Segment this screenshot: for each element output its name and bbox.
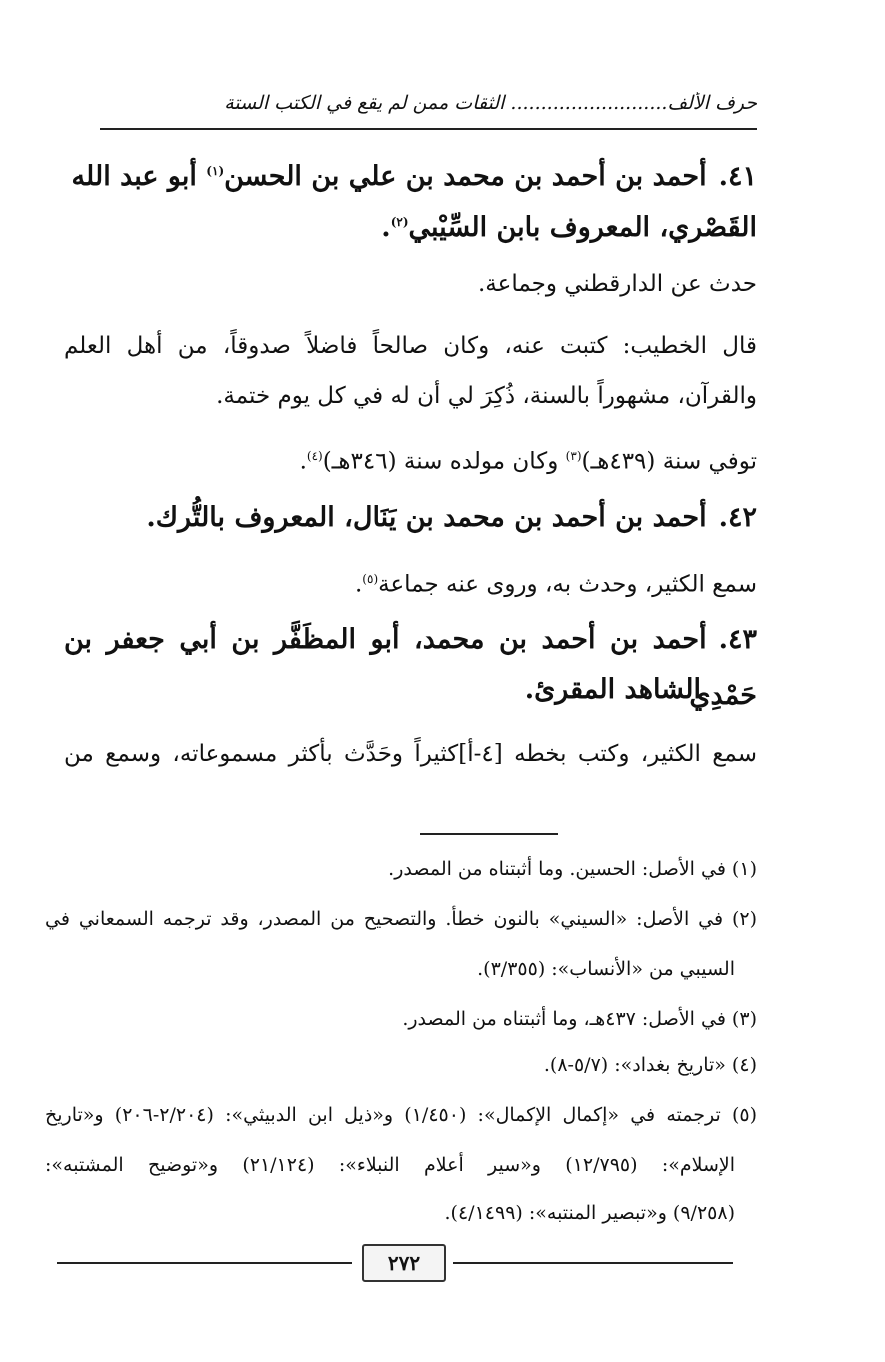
- footnote-5: (٥) ترجمته في «إكمال الإكمال»: (١/٤٥٠) و«ذيل ابن الدبيثي»: (٢/٢٠٤-٢٠٦) و«تاريخ: [45, 1104, 757, 1126]
- entry-43-heading-line2: الشاهد المقرئ.: [524, 674, 701, 705]
- entry-heading-text: أحمد بن أحمد بن محمد بن علي بن الحسن: [224, 161, 707, 192]
- paragraph: [64, 430, 757, 488]
- page-number: ٢٧٢: [362, 1244, 446, 1282]
- entry-number: ٤٣.: [718, 624, 757, 655]
- footnote-ref: (١): [206, 164, 225, 178]
- paragraph: حدث عن الدارقطني وجماعة.: [477, 271, 757, 297]
- entry-heading-text: .: [381, 212, 391, 243]
- paragraph-end: .: [299, 448, 307, 475]
- entry-42-heading: [64, 490, 757, 546]
- footnote-separator: [420, 833, 558, 835]
- entry-heading-text: أحمد بن أحمد بن محمد، أبو المظَفَّر بن أبي جعفر بن حَمْدِي: [64, 624, 757, 711]
- paragraph: والقرآن، مشهوراً بالسنة، ذُكِرَ لي أن له في كل يوم ختمة.: [216, 383, 757, 409]
- running-header: حرف الألف.......................... الثقات ممن لم يقع في الكتب الستة: [224, 92, 757, 114]
- paragraph: [64, 553, 757, 611]
- paragraph-end: .: [354, 571, 363, 598]
- entry-heading-text: أبو عبد الله: [71, 161, 207, 192]
- footnote-ref: (٤): [306, 449, 323, 463]
- entry-number: ٤١.: [718, 161, 757, 192]
- paragraph: قال الخطيب: كتبت عنه، وكان صالحاً فاضلاً صدوقاً، من أهل العلم: [64, 333, 757, 359]
- death-date-text: توفي سنة (٤٣٩هـ): [581, 448, 757, 475]
- birth-date-text: وكان مولده سنة (٣٤٦هـ): [322, 448, 566, 475]
- paragraph-text: سمع الكثير، وحدث به، وروى عنه جماعة: [378, 571, 757, 598]
- entry-heading-text: أحمد بن أحمد بن محمد بن يَنَال، المعروف بالتُّرك.: [146, 502, 707, 533]
- footnote-4: (٤) «تاريخ بغداد»: (٥/٧-٨).: [543, 1054, 757, 1076]
- paragraph: سمع الكثير، وكتب بخطه [٤-أ]كثيراً وحَدَّث بأكثر مسموعاته، وسمع من: [64, 741, 757, 767]
- footnote-ref: (٢): [390, 215, 409, 229]
- footnote-ref: (٥): [362, 572, 379, 586]
- footnote-3: (٣) في الأصل: ٤٣٧هـ، وما أثبتناه من المصدر.: [402, 1008, 757, 1030]
- footnote-5-continued: (٩/٢٥٨) و«تبصير المنتبه»: (٤/١٤٩٩).: [444, 1202, 735, 1224]
- footnote-2: (٢) في الأصل: «السيني» بالنون خطأ. والتصحيح من المصدر، وقد ترجمه السمعاني في: [45, 908, 757, 930]
- footer-rule-left: [57, 1262, 352, 1264]
- entry-41-heading-line2: [64, 194, 757, 256]
- footnote-ref: (٣): [565, 449, 582, 463]
- footnote-2-continued: السيبي من «الأنساب»: (٣/٣٥٥).: [477, 958, 735, 980]
- footnote-1: (١) في الأصل: الحسين. وما أثبتناه من المصدر.: [388, 858, 757, 880]
- entry-number: ٤٢.: [718, 502, 757, 533]
- footnote-5-continued: الإسلام»: (١٢/٧٩٥) و«سير أعلام النبلاء»: (٢١/١٢٤) و«توضيح المشتبه»:: [45, 1154, 735, 1176]
- entry-heading-text: القَصْري، المعروف بابن السِّيْبي: [408, 212, 757, 243]
- footer-rule-right: [453, 1262, 733, 1264]
- header-rule: [100, 128, 757, 130]
